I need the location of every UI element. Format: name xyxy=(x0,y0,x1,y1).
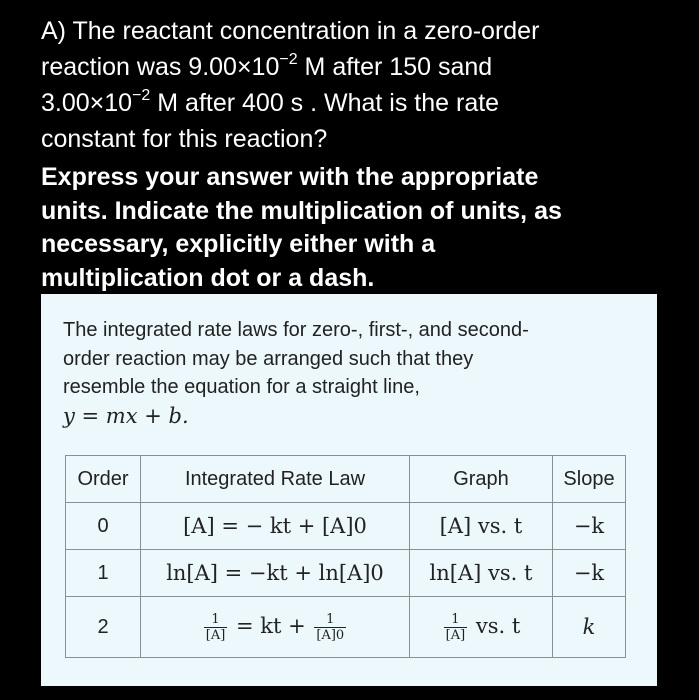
question-line: constant for this reaction? xyxy=(41,125,328,153)
numerator: 1 xyxy=(204,612,228,628)
slope-cell: k xyxy=(553,597,626,658)
table-header-row xyxy=(66,456,626,503)
question-line: A) The reactant concentration in a zero-order xyxy=(41,17,540,45)
slope-cell: −k xyxy=(553,550,626,597)
law-cell xyxy=(141,597,410,658)
question-text-part: M after 150 sand xyxy=(297,53,493,81)
numerator: 1 xyxy=(314,612,346,628)
fraction xyxy=(444,612,468,643)
denominator: [A] xyxy=(205,627,226,643)
denominator: [A] xyxy=(445,627,466,643)
hint-line: The integrated rate laws for zero-, first-, and second- xyxy=(63,319,529,341)
hint-text xyxy=(63,316,623,430)
table-row xyxy=(66,597,626,658)
question-text-part: reaction was 9.00×10 xyxy=(41,53,280,81)
fraction xyxy=(204,612,228,643)
order-cell: 2 xyxy=(66,597,141,658)
question-text-part: M after 400 s . What is the rate xyxy=(150,89,500,117)
order-cell: 1 xyxy=(66,550,141,597)
table-row xyxy=(66,503,626,550)
instruction-line: units. Indicate the multiplication of units, as xyxy=(41,196,562,225)
question-line xyxy=(41,85,681,121)
hint-line: resemble the equation for a straight line, xyxy=(63,376,420,398)
fraction xyxy=(314,612,346,643)
instruction-line: multiplication dot or a dash. xyxy=(41,263,375,292)
law-cell: ln[A] = −kt + ln[A]0 xyxy=(141,550,410,597)
rate-law-table xyxy=(65,455,626,658)
question-text xyxy=(41,13,681,157)
graph-cell: [A] vs. t xyxy=(410,503,553,550)
instruction-line: Express your answer with the appropriate xyxy=(41,163,539,191)
hint-panel xyxy=(41,294,657,686)
answer-instructions xyxy=(41,161,681,295)
order-cell: 0 xyxy=(66,503,141,550)
law-middle: = kt + xyxy=(229,613,313,638)
question-text-part: 3.00×10 xyxy=(41,89,133,117)
law-cell: [A] = − kt + [A]0 xyxy=(141,503,410,550)
hint-line: order reaction may be arranged such that they xyxy=(63,347,474,370)
graph-cell: ln[A] vs. t xyxy=(410,550,553,597)
header-slope: Slope xyxy=(553,456,626,503)
table-row xyxy=(66,550,626,597)
graph-suffix: vs. t xyxy=(469,613,521,638)
header-graph: Graph xyxy=(410,456,553,503)
header-law: Integrated Rate Law xyxy=(141,456,410,503)
instruction-line: necessary, explicitly either with a xyxy=(41,230,436,258)
slope-cell: −k xyxy=(553,503,626,550)
exponent: −2 xyxy=(279,50,298,68)
exponent: −2 xyxy=(132,86,151,104)
question-line xyxy=(41,49,681,85)
numerator: 1 xyxy=(444,612,468,628)
header-order: Order xyxy=(66,456,141,503)
line-equation: y = mx + b. xyxy=(63,403,189,428)
denominator: [A]0 xyxy=(316,627,345,643)
graph-cell xyxy=(410,597,553,658)
